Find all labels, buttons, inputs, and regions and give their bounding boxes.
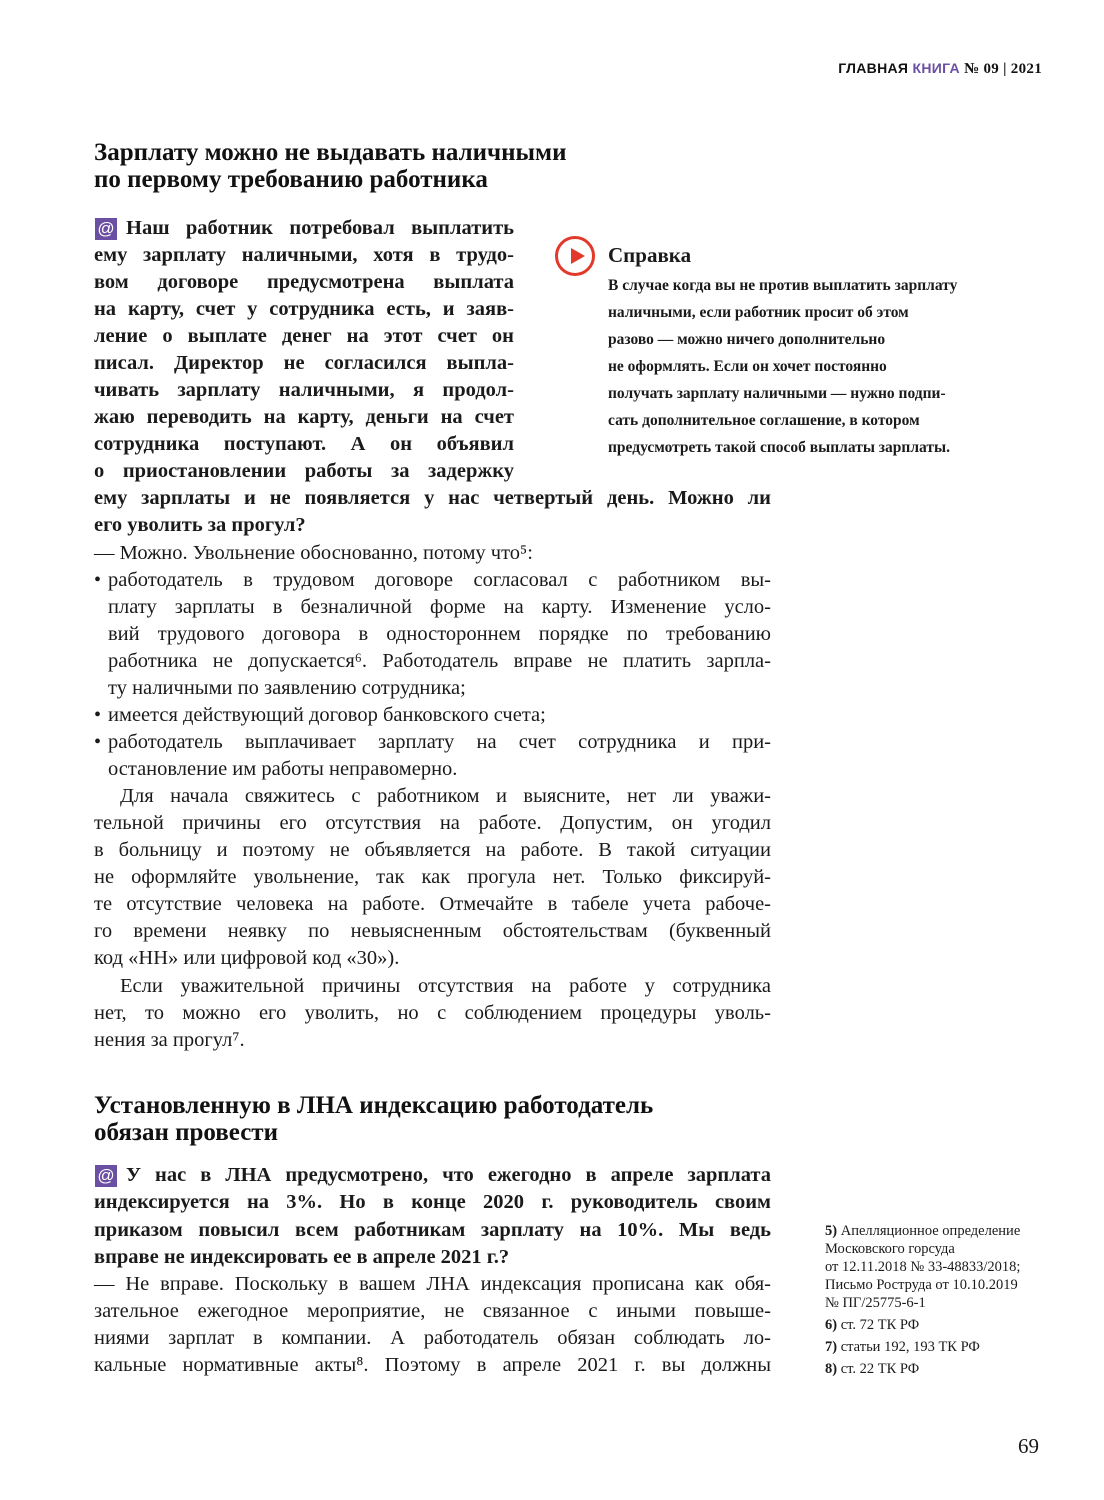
bullet-icon: •: [94, 704, 102, 726]
footnote-text: от 12.11.2018 № 33-48833/2018;: [825, 1259, 1021, 1275]
footnote-text: ст. 72 ТК РФ: [840, 1317, 920, 1333]
brand-name-accent: КНИГА: [912, 60, 960, 76]
sidebar-line: сать дополнительное соглашение, в котором: [608, 412, 920, 429]
footnote-text: № ПГ/25775-6-1: [825, 1295, 926, 1311]
footnote-line: [825, 1338, 980, 1356]
paragraph-line: нения за прогул⁷.: [94, 1029, 245, 1051]
question-line: писал. Директор не согласился выпла-: [94, 352, 514, 374]
paragraph-line: тельной причины его отсутствия на работе. Допустим, он угодил: [94, 812, 771, 834]
answer-line: ниями зарплат в компании. А работодатель обязан соблюдать ло-: [94, 1327, 771, 1349]
footnote-number: 6): [825, 1317, 838, 1333]
section2-title-line: Установленную в ЛНА индексацию работодатель: [94, 1092, 654, 1119]
footnote-number: 8): [825, 1361, 838, 1377]
bullet-line: плату зарплаты в безналичной форме на карту. Изменение усло-: [108, 596, 771, 618]
paragraph-line: го времени неявку по невыясненным обстоятельствам (буквенный: [94, 920, 771, 942]
question-line: жаю переводить на карту, деньги на счет: [94, 406, 514, 428]
footnote-number: 5): [825, 1223, 838, 1239]
section1-title-line: по первому требованию работника: [94, 166, 488, 193]
question-line: Наш работник потребовал выплатить: [126, 217, 514, 239]
footnote-line: [825, 1360, 919, 1378]
paragraph-line: те отсутствие человека на работе. Отмечайте в табеле учета рабоче-: [94, 893, 771, 915]
question-line: чивать зарплату наличными, я продол-: [94, 379, 514, 401]
question-line: ему зарплату наличными, хотя в трудо-: [94, 244, 514, 266]
footnote-text: Московского горсуда: [825, 1241, 955, 1257]
play-icon: [555, 236, 595, 276]
brand-name: ГЛАВНАЯ: [838, 60, 909, 76]
sidebar-line: наличными, если работник просит об этом: [608, 304, 909, 321]
bullet-line: работодатель выплачивает зарплату на счет сотрудника и при-: [108, 731, 771, 753]
running-header: [838, 60, 1042, 78]
question-line: о приостановлении работы за задержку: [94, 460, 514, 482]
sidebar-line: не оформлять. Если он хочет постоянно: [608, 358, 887, 375]
footnote-line: [825, 1276, 1018, 1294]
sidebar-line: предусмотреть такой способ выплаты зарплаты.: [608, 439, 950, 456]
answer-line: кальные нормативные акты⁸. Поэтому в апреле 2021 г. вы должны: [94, 1354, 771, 1376]
footnote-text: Письмо Роструда от 10.10.2019: [825, 1277, 1018, 1293]
question-line: ему зарплаты и не появляется у нас четвертый день. Можно ли: [94, 487, 771, 509]
at-icon: @: [95, 1165, 117, 1187]
bullet-icon: •: [94, 569, 102, 591]
bullet-line: имеется действующий договор банковского счета;: [108, 704, 546, 726]
paragraph-line: Если уважительной причины отсутствия на работе у сотрудника: [120, 975, 771, 997]
footnote-text: ст. 22 ТК РФ: [840, 1361, 920, 1377]
question-line: вом договоре предусмотрена выплата: [94, 271, 514, 293]
answer-line: — Не вправе. Поскольку в вашем ЛНА индексация прописана как обя-: [94, 1273, 771, 1295]
question-line: приказом повысил всем работникам зарплату на 10%. Мы ведь: [94, 1218, 771, 1241]
bullet-icon: •: [94, 731, 102, 753]
answer-lead: — Можно. Увольнение обоснованно, потому что⁵:: [94, 542, 533, 564]
sidebar-line: разово — можно ничего дополнительно: [608, 331, 886, 348]
footnote-line: [825, 1316, 919, 1334]
page-number: 69: [1018, 1434, 1039, 1458]
footnote-text: Апелляционное определение: [840, 1223, 1021, 1239]
paragraph-line: код «НН» или цифровой код «30»).: [94, 947, 400, 969]
at-icon: @: [95, 218, 117, 240]
issue-number: № 09 | 2021: [964, 61, 1042, 77]
bullet-line: работодатель в трудовом договоре согласовал с работником вы-: [108, 569, 771, 591]
sidebar-line: получать зарплату наличными — нужно подпи-: [608, 385, 946, 402]
section2-title-line: обязан провести: [94, 1119, 278, 1146]
bullet-line: вий трудового договора в одностороннем порядке по требованию: [108, 623, 771, 645]
question-line: сотрудника поступают. А он объявил: [94, 433, 514, 455]
sidebar-line: В случае когда вы не против выплатить зарплату: [608, 277, 958, 294]
footnote-line: [825, 1258, 1020, 1276]
footnote-line: [825, 1240, 955, 1258]
sidebar-title: Справка: [608, 243, 692, 267]
bullet-line: остановление им работы неправомерно.: [108, 758, 458, 780]
paragraph-line: Для начала свяжитесь с работником и выясните, нет ли уважи-: [120, 785, 771, 807]
question-line: У нас в ЛНА предусмотрено, что ежегодно в апреле зарплата: [126, 1164, 771, 1186]
footnote-line: [825, 1222, 1020, 1240]
paragraph-line: не оформляйте увольнение, так как прогула нет. Только фиксируй-: [94, 866, 771, 888]
question-line: на карту, счет у сотрудника есть, и заяв-: [94, 298, 514, 320]
footnote-number: 7): [825, 1339, 838, 1355]
bullet-line: работника не допускается⁶. Работодатель вправе не платить зарпла-: [108, 650, 771, 672]
question-line: индексируется на 3%. Но в конце 2020 г. руководитель своим: [94, 1191, 771, 1214]
answer-line: зательное ежегодное мероприятие, не связанное с иными повыше-: [94, 1300, 771, 1322]
question-line: вправе не индексировать ее в апреле 2021 г.?: [94, 1245, 510, 1268]
footnote-text: статьи 192, 193 ТК РФ: [840, 1339, 980, 1355]
paragraph-line: в больницу и поэтому не объявляется на работе. В такой ситуации: [94, 839, 771, 861]
question-line: его уволить за прогул?: [94, 514, 306, 536]
footnote-line: [825, 1294, 926, 1312]
bullet-line: ту наличными по заявлению сотрудника;: [108, 677, 466, 699]
question-line: ление о выплате денег на этот счет он: [94, 325, 514, 347]
section1-title-line: Зарплату можно не выдавать наличными: [94, 139, 567, 166]
paragraph-line: нет, то можно его уволить, но с соблюдением процедуры уволь-: [94, 1002, 771, 1024]
